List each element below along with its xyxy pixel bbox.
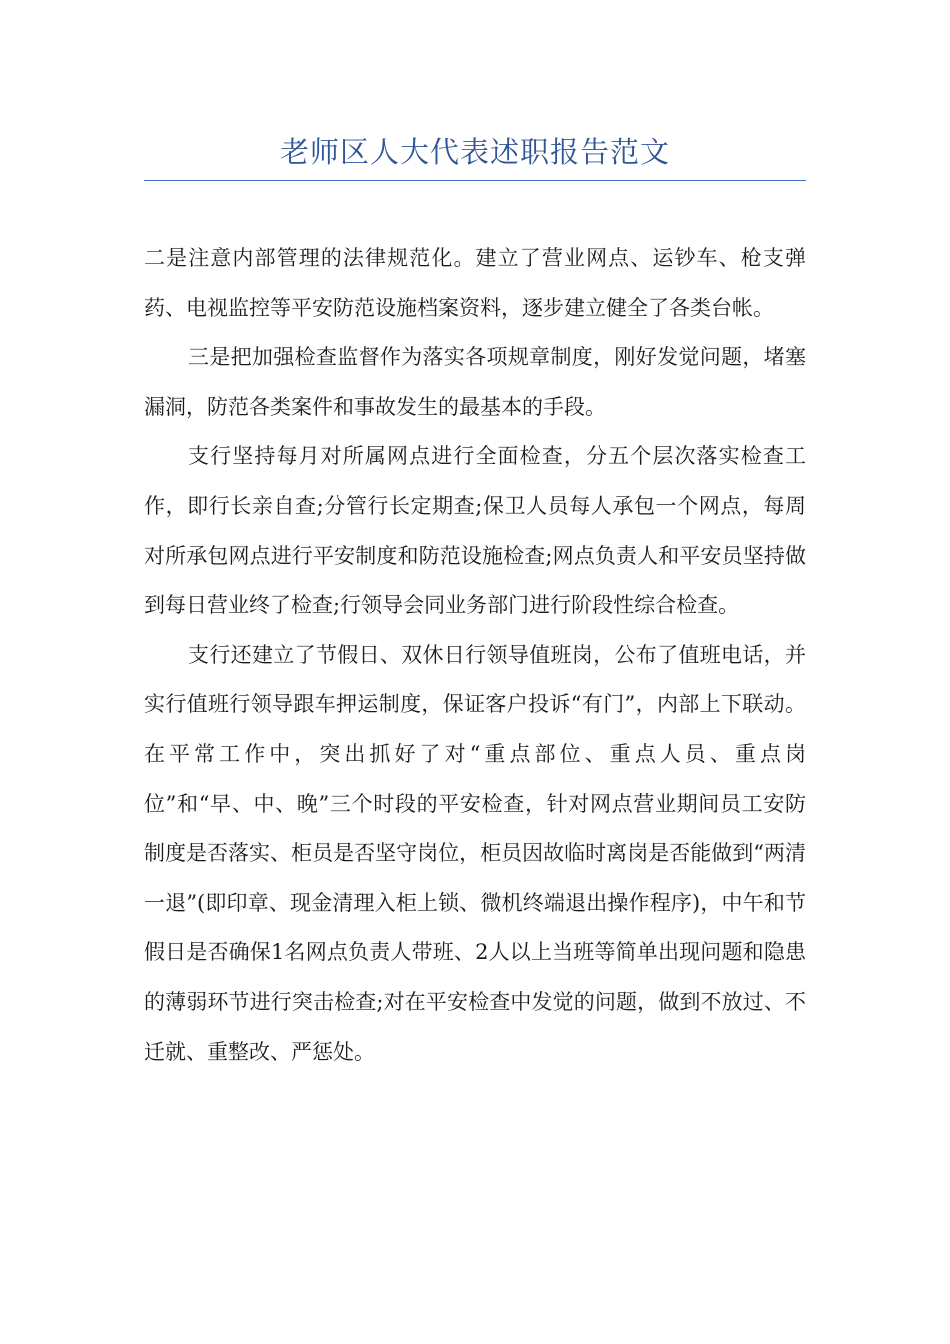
paragraph-1: 二是注意内部管理的法律规范化。建立了营业网点、运钞车、枪支弹药、电视监控等平安防范设施档案资料，逐步建立健全了各类台帐。 [144, 246, 806, 320]
document-body [144, 234, 806, 1077]
paragraph-2: 三是把加强检查监督作为落实各项规章制度，刚好发觉问题，堵塞漏洞，防范各类案件和事故发生的最基本的手段。 [144, 345, 806, 419]
paragraph-4: 支行还建立了节假日、双休日行领导值班岗，公布了值班电话，并实行值班行领导跟车押运制度，保证客户投诉“有门”，内部上下联动。在平常工作中，突出抓好了对“重点部位、重点人员、重点岗位”和“早、中、晚”三个时段的平安检查，针对网点营业期间员工安防制度是否落实、柜员是否坚守岗位，柜员因故临时离岗是否能做到“两清一退”(即印章、现金清理入柜上锁、微机终端退出操作程序)，中午和节假日是否确保1名网点负责人带班、2人以上当班等简单出现问题和隐患的薄弱环节进行突击检查;对在平安检查中发觉的问题，做到不放过、不迁就、重整改、严惩处。 [144, 642, 806, 1064]
title-underline [144, 180, 806, 181]
paragraph-3: 支行坚持每月对所属网点进行全面检查，分五个层次落实检查工作，即行长亲自查;分管行长定期查;保卫人员每人承包一个网点，每周对所承包网点进行平安制度和防范设施检查;网点负责人和平安员坚持做到每日营业终了检查;行领导会同业务部门进行阶段性综合检查。 [144, 444, 806, 618]
page-title: 老师区人大代表述职报告范文 [279, 135, 670, 169]
